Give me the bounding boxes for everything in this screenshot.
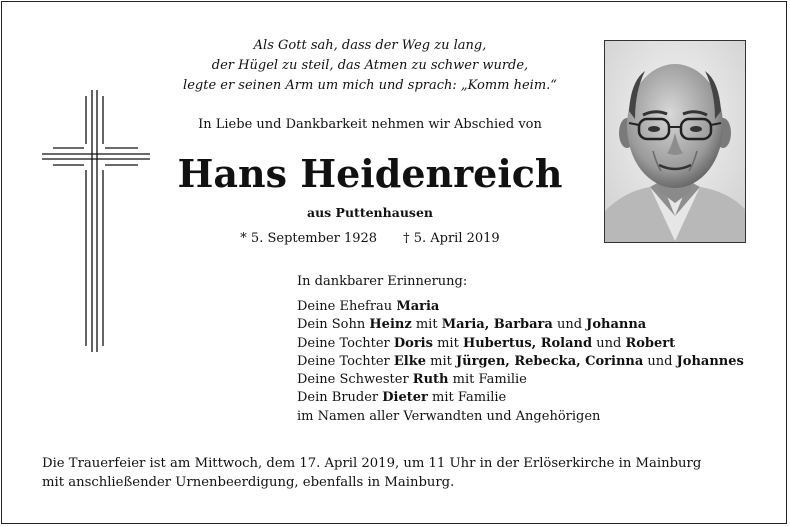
mourner-text: mit Familie: [448, 372, 527, 388]
mourner-name: Maria, Barbara: [441, 317, 553, 333]
poem-line-2: der Hügel zu steil, das Atmen zu schwer wurde,: [211, 58, 529, 73]
mourner-line: [297, 408, 744, 426]
mourner-name: Johanna: [586, 317, 647, 333]
poem: [150, 36, 590, 96]
deceased-name: Hans Heidenreich: [177, 151, 563, 196]
mourner-name: Johannes: [676, 353, 744, 369]
life-dates: [150, 230, 590, 248]
mourner-text: Deine Tochter: [297, 353, 394, 369]
mourner-text: und: [592, 335, 626, 351]
mourner-text: mit: [426, 353, 457, 369]
mourner-name: Doris: [393, 335, 433, 351]
mourner-name: Hubertus, Roland: [462, 335, 593, 351]
mourner-text: Deine Ehefrau: [297, 299, 397, 314]
farewell-intro: In Liebe und Dankbarkeit nehmen wir Abschied von: [198, 117, 542, 132]
mourner-name: Jürgen, Rebecka, Corinna: [456, 353, 644, 369]
memory-label: In dankbarer Erinnerung:: [297, 274, 468, 289]
mourner-name: Maria: [396, 299, 440, 314]
funeral-service-info: [42, 454, 752, 492]
portrait-photo: [604, 40, 746, 243]
mourner-line: [297, 298, 744, 316]
mourner-name: Robert: [625, 335, 676, 351]
deceased-origin: aus Puttenhausen: [306, 205, 433, 220]
mourner-line: [297, 389, 744, 407]
poem-line-3: legte er seinen Arm um mich und sprach: „Komm heim.“: [183, 78, 557, 93]
mourner-text: und: [643, 353, 677, 369]
mourner-text: Dein Sohn: [297, 317, 370, 333]
mourner-text: mit Familie: [427, 390, 507, 406]
portrait-image: [605, 41, 745, 242]
mourner-name: Elke: [393, 353, 427, 369]
mourner-text: Deine Schwester: [297, 372, 413, 388]
poem-line-1: Als Gott sah, dass der Weg zu lang,: [253, 38, 487, 53]
mourner-text: Deine Tochter: [297, 335, 394, 351]
mourner-name: Ruth: [412, 372, 449, 388]
mourner-line: [297, 316, 744, 334]
mourners-list: [297, 298, 744, 426]
service-line-1: Die Trauerfeier ist am Mittwoch, dem 17. April 2019, um 11 Uhr in der Erlöserkirche in Mainburg: [42, 456, 702, 471]
mourner-name: Heinz: [369, 317, 412, 333]
mourner-text: und: [552, 317, 587, 333]
mourner-text: Dein Bruder: [297, 390, 383, 406]
mourner-text: mit: [432, 335, 463, 351]
mourner-name: Dieter: [382, 390, 428, 406]
mourner-line: [297, 353, 744, 371]
birth-date: * 5. September 1928: [240, 231, 378, 246]
mourner-line: [297, 335, 744, 353]
cross-icon: [40, 88, 152, 354]
mourner-line: [297, 371, 744, 389]
mourner-text: mit: [411, 317, 442, 333]
service-line-2: mit anschließender Urnenbeerdigung, ebenfalls in Mainburg.: [42, 475, 455, 490]
mourner-text: im Namen aller Verwandten und Angehörigen: [297, 408, 601, 424]
death-date: † 5. April 2019: [403, 231, 500, 246]
